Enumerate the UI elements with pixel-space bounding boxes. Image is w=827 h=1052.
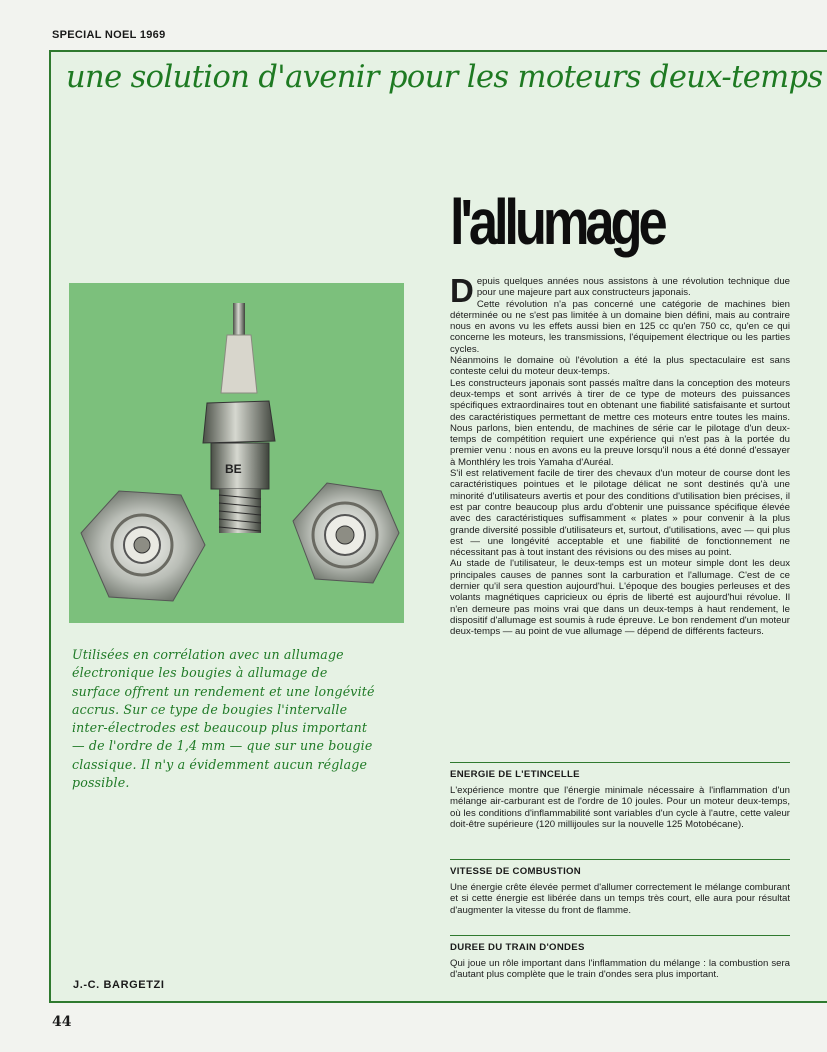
body-paragraph: Les constructeurs japonais sont passés maître dans la conception des moteurs deux-temps et sont arrivés à tirer de ce type de moteurs des puissances spécifiques extraordinaires tout en obtenant une fiabilité satisfaisante et surtout des caractéristiques permettant de mettre ces moteurs entre toutes les mains. Nous parlons, bien entendu, de machines de série car le pilotage d'un deux-temps de compétition requiert une expérience qui n'est pas à la portée du premier venu : nous en avons eu la preuve lorsqu'il nous a été donné d'essayer à Monthléry les trois Yamaha d'Auréal. bbox=[450, 377, 790, 468]
plug-thread bbox=[219, 489, 261, 533]
intro-paragraph: Depuis quelques années nous assistons à une révolution technique due pour une majeure part aux constructeurs japonais. bbox=[450, 272, 790, 309]
section-text-duree: Qui joue un rôle important dans l'inflammation du mélange : la combustion sera d'autant plus complète que le train d'ondes sera plus important. bbox=[450, 958, 790, 981]
left-plug-end bbox=[81, 491, 205, 601]
article-body bbox=[450, 272, 790, 638]
plug-insulator bbox=[221, 335, 257, 393]
photo-caption: Utilisées en corrélation avec un allumage électronique les bougies à allumage de surface offrent un rendement et une longévité accrus. Sur ce type de bougies l'intervalle inter-électrodes est beaucoup plus important — de l'ordre de 1,4 mm — que sur une bougie classique. Il n'y a évidemment aucun réglage possible. bbox=[72, 647, 375, 791]
author-byline: J.-C. BARGETZI bbox=[73, 979, 165, 991]
section-heading-energie: ENERGIE DE L'ETINCELLE bbox=[450, 762, 790, 780]
plug-terminal bbox=[233, 303, 245, 335]
section-heading-vitesse: VITESSE DE COMBUSTION bbox=[450, 859, 790, 877]
body-paragraph: Cette révolution n'a pas concerné une catégorie de machines bien déterminée ou ne s'est pas limitée à un domaine bien défini, mais au contraire nous en avons vu les effets aussi bien en 125 cc qu'en 750 cc, qu'en ce qui concerne les moteurs, les transmissions, l'équipement électrique ou les parties cycles. bbox=[450, 298, 790, 355]
drop-cap: D bbox=[450, 272, 474, 309]
headline: une solution d'avenir pour les moteurs deux-temps bbox=[66, 60, 823, 95]
plug-hex bbox=[203, 401, 275, 443]
section-text-vitesse: Une énergie crête élevée permet d'allumer correctement le mélange comburant et si cette énergie est libérée dans un temps très court, elle aura pour résultat d'augmenter la vitesse du front de flamme. bbox=[450, 882, 790, 916]
body-paragraph: S'il est relativement facile de tirer des chevaux d'un moteur de course dont les caractéristiques pointues et le pilotage délicat ne sont destinés qu'à une minorité d'utilisateurs avertis et pour des conditions d'utilisation bien précises, il est par contre beaucoup plus ardu d'obtenir une puissance spécifique élevée avec des caractéristiques suffisamment « plates » pour convenir à la plus grande diversité possible d'utilisateurs et, surtout, d'utilisations, avec — qui plus est — une longévité acceptable et une fiabilité de fonctionnement ne nécessitant pas à tout instant des révisions ou des mises au point. bbox=[450, 468, 790, 559]
section-heading-duree: DUREE DU TRAIN D'ONDES bbox=[450, 935, 790, 953]
spark-plug-illustration bbox=[69, 283, 404, 623]
spark-plug-photo bbox=[69, 283, 404, 623]
article-title: l'allumage bbox=[450, 186, 664, 258]
plug-marking: BE bbox=[225, 462, 242, 476]
body-paragraph: Au stade de l'utilisateur, le deux-temps est un moteur simple dont les deux principales causes de pannes sont la carburation et l'allumage. C'est de ce dernier qu'il sera question aujourd'hui. L'époque des bougies perleuses et des volants magnétiques capricieux ou épris de liberté est aujourd'hui révolue. Il n'en demeure pas moins vrai que dans un deux-temps à haut rendement, le dispositif d'allumage est soumis à rude épreuve. Le bon rendement d'un moteur deux-temps — au point de vue allumage — dépend de différents facteurs. bbox=[450, 558, 790, 638]
right-plug-end bbox=[293, 483, 399, 583]
page-number: 44 bbox=[52, 1014, 72, 1030]
body-paragraph: Néanmoins le domaine où l'évolution a été la plus spectaculaire est sans conteste celui du moteur deux-temps. bbox=[450, 355, 790, 378]
section-text-energie: L'expérience montre que l'énergie minimale nécessaire à l'inflammation d'un mélange air-carburant est de l'ordre de 10 joules. Pour un moteur deux-temps, où les conditions d'inflammabilité sont variables d'un cycle à l'autre, cette valeur doit-être supérieure (120 millijoules sur la nouvelle 125 Motobécane). bbox=[450, 785, 790, 830]
issue-label: SPECIAL NOEL 1969 bbox=[52, 29, 166, 41]
